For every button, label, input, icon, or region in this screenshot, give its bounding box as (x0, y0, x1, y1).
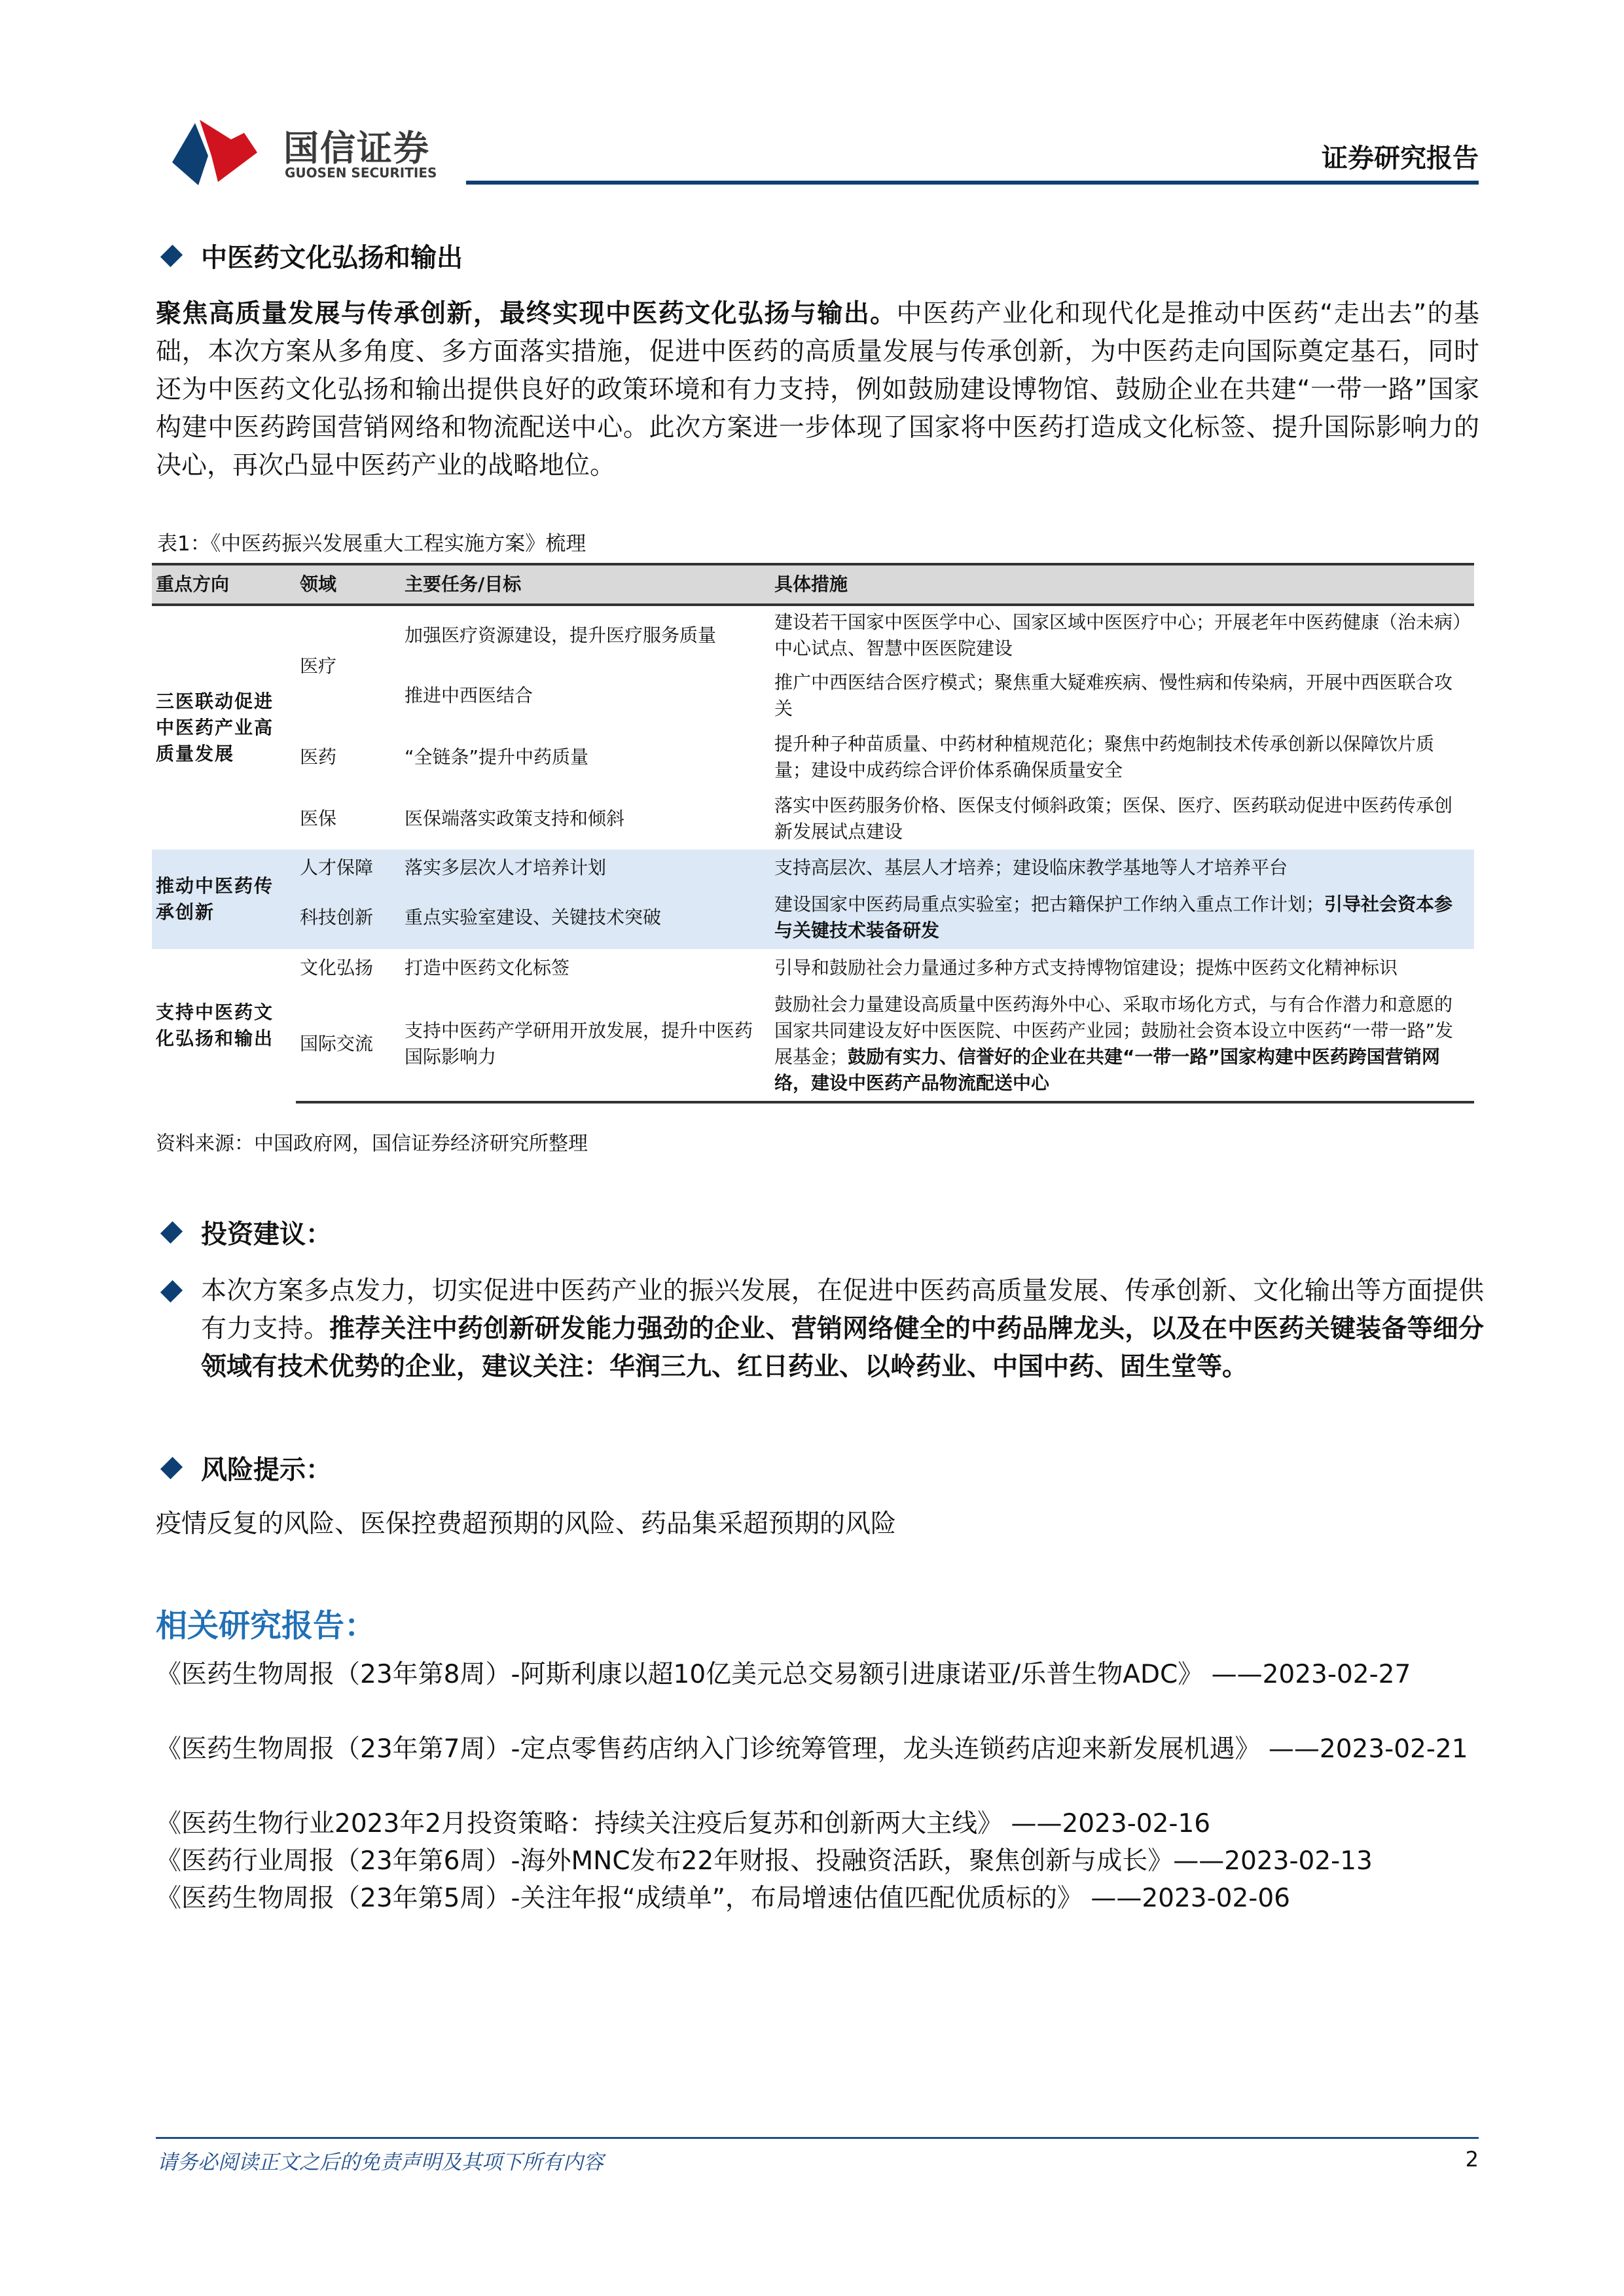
related-report-link[interactable]: 《医药生物周报（23年第8周）-阿斯利康以超10亿美元总交易额引进康诺亚/乐普生物ADC》 ——2023-02-27 (156, 1660, 1411, 1689)
field-cell: 医保 (300, 808, 337, 829)
diamond-bullet-icon (160, 244, 183, 266)
task-cell: 医保端落实政策支持和倾斜 (405, 808, 625, 829)
related-report-link[interactable]: 《医药生物周报（23年第5周）-关注年报“成绩单”，布局增速估值匹配优质标的》 ——2023-02-06 (156, 1884, 1290, 1913)
direction-cell: 推动中医药传承创新 (152, 850, 296, 949)
measure-cell (770, 987, 1474, 1102)
task-cell: 加强医疗资源建设，提升医疗服务质量 (405, 624, 717, 646)
field-cell: 人才保障 (296, 850, 401, 886)
measure-cell: 支持高层次、基层人才培养；建设临床教学基地等人才培养平台 (770, 850, 1474, 886)
field-cell: 文化弘扬 (300, 957, 374, 978)
table-row (152, 949, 1474, 987)
direction-cell: 三医联动促进中医药产业高质量发展 (156, 691, 274, 764)
risk-title: 风险提示： (201, 1455, 332, 1485)
measure-cell: 落实中医药服务价格、医保支付倾斜政策；医保、医疗、医药联动促进中医药传承创新发展试点建设 (774, 795, 1453, 842)
task-cell: 打造中医药文化标签 (405, 957, 570, 978)
footer-disclaimer: 请务必阅读正文之后的免责声明及其项下所有内容 (157, 2151, 604, 2174)
risk-heading (159, 1449, 332, 1486)
measure-cell (770, 886, 1474, 949)
invest-bold: 推荐关注中药创新研发能力强劲的企业、营销网络健全的中药品牌龙头，以及在中医药关键装备等细分领域有技术优势的企业，建议关注：华润三九、红日药业、以岭药业、中国中药、固生堂等。 (201, 1314, 1484, 1382)
section-title: 中医药文化弘扬和输出 (201, 243, 463, 273)
measure-text: 鼓励社会力量建设高质量中医药海外中心、采取市场化方式，与有合作潜力和意愿的国家共同建设友好中医医院、中医药产业园；鼓励社会资本设立中医药“一带一路”发展基金； (774, 994, 1454, 1067)
related-report-link[interactable]: 《医药行业周报（23年第6周）-海外MNC发布22年财报、投融资活跃，聚焦创新与成长》——2023-02-13 (156, 1846, 1373, 1876)
col-header: 重点方向 (152, 564, 296, 605)
task-cell: 支持中医药产学研用开放发展，提升中医药国际影响力 (401, 987, 770, 1102)
para-body: 中医药产业化和现代化是推动中医药“走出去”的基础，本次方案从多角度、多方面落实措施，促进中医药的高质量发展与传承创新，为中医药走向国际奠定基石，同时还为中医药文化弘扬和输出提供良好的政策环境和有力支持，例如鼓励建设博物馆、鼓励企业在共建“一带一路”国家构建中医药跨国营销网络和物流配送中心。此次方案进一步体现了国家将中医药打造成文化标签、提升国际影响力的决心，再次凸显中医药产业的战略地位。 (156, 299, 1479, 480)
invest-title: 投资建议： (201, 1219, 332, 1249)
invest-body: 本次方案多点发力，切实促进中医药产业的振兴发展，在促进中医药高质量发展、传承创新、文化输出等方面提供有力支持。 (201, 1276, 1484, 1344)
related-report-link[interactable]: 《医药生物周报（23年第7周）-定点零售药店纳入门诊统筹管理，龙头连锁药店迎来新发展机遇》 ——2023-02-21 (156, 1734, 1468, 1764)
invest-text (201, 1272, 1484, 1386)
related-reports-heading: 相关研究报告： (156, 1607, 376, 1644)
header-divider (466, 181, 1479, 185)
measure-text: 建设国家中医药局重点实验室；把古籍保护工作纳入重点工作计划； (774, 893, 1325, 915)
para-lead: 聚焦高质量发展与传承创新，最终实现中医药文化弘扬与输出。 (156, 299, 897, 329)
task-cell: 重点实验室建设、关键技术突破 (401, 886, 770, 949)
related-report-link[interactable]: 《医药生物行业2023年2月投资策略：持续关注疫后复苏和创新两大主线》 ——2023-02-16 (156, 1809, 1211, 1839)
task-cell: “全链条”提升中药质量 (405, 746, 589, 768)
table-row (152, 850, 1474, 886)
section-heading (159, 237, 463, 274)
table-caption: 表1：《中医药振兴发展重大工程实施方案》梳理 (157, 532, 586, 556)
task-cell: 落实多层次人才培养计划 (401, 850, 770, 886)
table-row (152, 605, 1474, 665)
table-row (152, 987, 1474, 1102)
diamond-bullet-icon (160, 1221, 183, 1243)
page-number: 2 (1465, 2147, 1479, 2172)
logo-text: 国信证券 (283, 128, 430, 169)
field-cell: 科技创新 (296, 886, 401, 949)
col-header: 领域 (296, 564, 401, 605)
measure-cell: 推广中西医结合医疗模式；聚焦重大疑难疾病、慢性病和传染病，开展中西医联合攻关 (774, 672, 1453, 719)
diamond-bullet-icon (160, 1456, 183, 1479)
measure-bold: 鼓励有实力、信誉好的企业在共建“一带一路”国家构建中医药跨国营销网络，建设中医药产品物流配送中心 (774, 1046, 1440, 1094)
table-row (152, 886, 1474, 949)
col-header: 具体措施 (770, 564, 1474, 605)
logo-subtext: GUOSEN SECURITIES (285, 165, 437, 181)
guosen-logo (159, 117, 454, 188)
field-cell: 国际交流 (296, 987, 401, 1102)
measure-bold: 引导社会资本参与关键技术装备研发 (774, 893, 1453, 941)
footer-divider (156, 2137, 1479, 2139)
logo-mark-icon (159, 117, 277, 188)
table-row (152, 788, 1474, 850)
risk-text: 疫情反复的风险、医保控费超预期的风险、药品集采超预期的风险 (156, 1509, 897, 1539)
col-header: 主要任务/目标 (401, 564, 770, 605)
invest-item (159, 1272, 1484, 1386)
task-cell: 推进中西医结合 (405, 685, 533, 706)
table-row (152, 726, 1474, 788)
direction-cell: 支持中医药文化弘扬和输出 (156, 1001, 274, 1049)
table-source: 资料来源：中国政府网，国信证券经济研究所整理 (156, 1132, 588, 1155)
invest-heading (159, 1213, 332, 1251)
measure-cell: 提升种子种苗质量、中药材种植规范化；聚焦中药炮制技术传承创新以保障饮片质量；建设中成药综合评价体系确保质量安全 (774, 733, 1435, 781)
field-cell: 医药 (300, 746, 337, 768)
measure-cell: 建设若干国家中医医学中心、国家区域中医医疗中心；开展老年中医药健康（治未病）中心试点、智慧中医医院建设 (774, 611, 1462, 659)
field-cell: 医疗 (300, 655, 337, 677)
report-type: 证券研究报告 (1322, 143, 1479, 173)
section-paragraph (156, 295, 1479, 485)
diamond-bullet-icon (160, 1280, 183, 1302)
measure-cell: 引导和鼓励社会力量通过多种方式支持博物馆建设；提炼中医药文化精神标识 (774, 957, 1398, 978)
policy-table (152, 563, 1474, 1103)
